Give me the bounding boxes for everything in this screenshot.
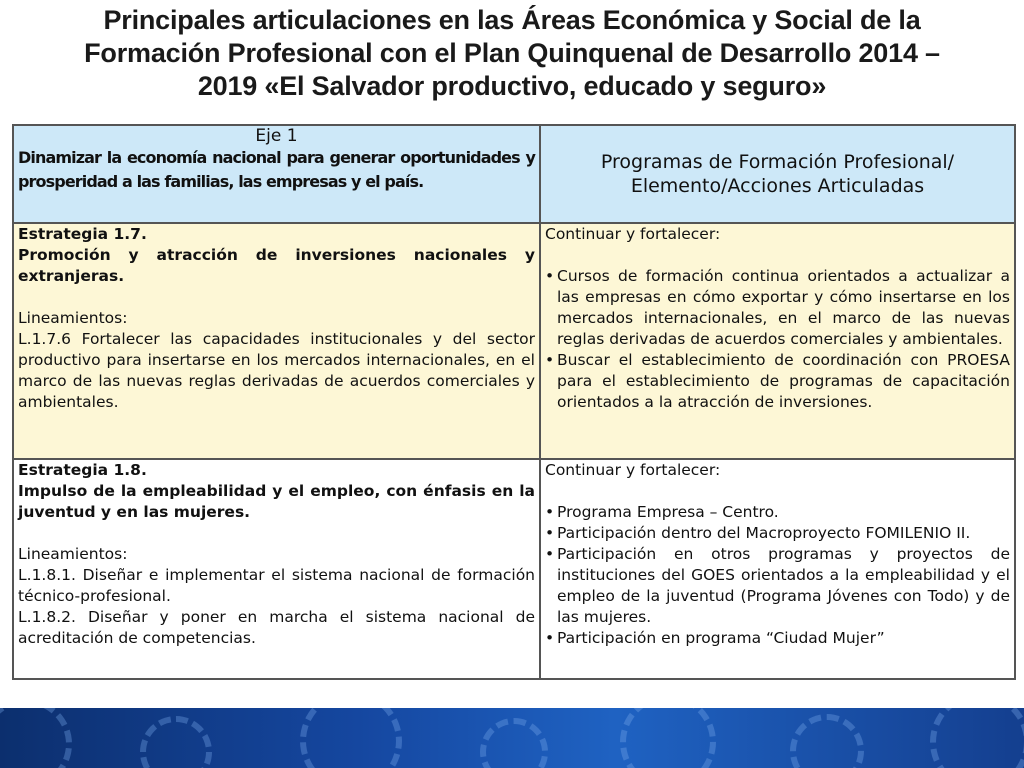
header-programs-cell (540, 125, 1015, 223)
title-line: 2019 «El Salvador productivo, educado y seguro» (197, 71, 827, 101)
actions-list (545, 502, 1010, 649)
list-item (545, 628, 1010, 649)
action-text: Programa Empresa – Centro. (557, 503, 779, 521)
bullet-icon: • (545, 267, 555, 285)
strategy-title: Estrategia 1.7. (18, 225, 147, 243)
bullet-icon: • (545, 524, 555, 542)
eje-label: Eje 1 (255, 126, 298, 146)
gear-icon (300, 708, 402, 768)
actions-list (545, 266, 1010, 413)
strategy-cell (13, 223, 540, 459)
title-line: Principales articulaciones en las Áreas Económica y Social de la (103, 5, 921, 35)
header-eje-cell (13, 125, 540, 223)
actions-cell (540, 459, 1015, 679)
strategy-title: Estrategia 1.8. (18, 461, 147, 479)
footer-decorative-band (0, 708, 1024, 768)
list-item (545, 523, 1010, 544)
strategy-description: Promoción y atracción de inversiones nacionales y extranjeras. (18, 246, 535, 285)
eje-description: Dinamizar la economía nacional para generar oportunidades y prosperidad a las familias, las empresas y el país. (18, 148, 535, 191)
gear-icon (930, 708, 1024, 768)
strategy-cell (13, 459, 540, 679)
table-header-row (13, 125, 1015, 223)
action-text: Participación dentro del Macroproyecto FOMILENIO II. (557, 524, 971, 542)
table-row (13, 223, 1015, 459)
articulation-table (12, 124, 1016, 680)
lineamientos-label: Lineamientos: (18, 309, 128, 327)
programs-header-line: Elemento/Acciones Articuladas (630, 175, 925, 197)
lineamiento-item: L.1.7.6 Fortalecer las capacidades institucionales y del sector productivo para insertarse en los mercados internacionales, en el marco de las nuevas reglas derivadas de acuerdos comerciales y ambientales. (18, 330, 535, 411)
bullet-icon: • (545, 629, 555, 647)
gear-icon (790, 714, 864, 768)
programs-header-line: Programas de Formación Profesional/ (600, 151, 955, 173)
gear-icon (480, 718, 548, 768)
actions-intro: Continuar y fortalecer: (545, 225, 721, 243)
table-row (13, 459, 1015, 679)
lineamiento-item: L.1.8.2. Diseñar y poner en marcha el sistema nacional de acreditación de competencias. (18, 608, 535, 647)
gear-icon (140, 716, 212, 768)
actions-intro: Continuar y fortalecer: (545, 461, 721, 479)
actions-cell (540, 223, 1015, 459)
gear-icon (0, 708, 72, 768)
bullet-icon: • (545, 545, 555, 563)
slide-title (12, 4, 1012, 103)
title-line: Formación Profesional con el Plan Quinquenal de Desarrollo 2014 – (84, 38, 940, 68)
strategy-description: Impulso de la empleabilidad y el empleo, con énfasis en la juventud y en las mujeres. (18, 482, 535, 521)
action-text: Participación en programa “Ciudad Mujer” (557, 629, 885, 647)
action-text: Buscar el establecimiento de coordinación con PROESA para el establecimiento de programas de capacitación orientados a la atracción de inversiones. (557, 351, 1010, 411)
action-text: Cursos de formación continua orientados a actualizar a las empresas en cómo exportar y cómo insertarse en los mercados internacionales, en el marco de las nuevas reglas derivadas de acuerdos comerciales y ambientales. (557, 267, 1010, 348)
action-text: Participación en otros programas y proyectos de instituciones del GOES orientados a la empleabilidad y el empleo de la juventud (Programa Jóvenes con Todo) y de las mujeres. (557, 545, 1010, 626)
list-item (545, 544, 1010, 628)
lineamientos-label: Lineamientos: (18, 545, 128, 563)
list-item (545, 266, 1010, 350)
lineamiento-item: L.1.8.1. Diseñar e implementar el sistema nacional de formación técnico-profesional. (18, 566, 535, 605)
gear-icon (620, 708, 716, 768)
bullet-icon: • (545, 503, 555, 521)
list-item (545, 350, 1010, 413)
list-item (545, 502, 1010, 523)
bullet-icon: • (545, 351, 555, 369)
